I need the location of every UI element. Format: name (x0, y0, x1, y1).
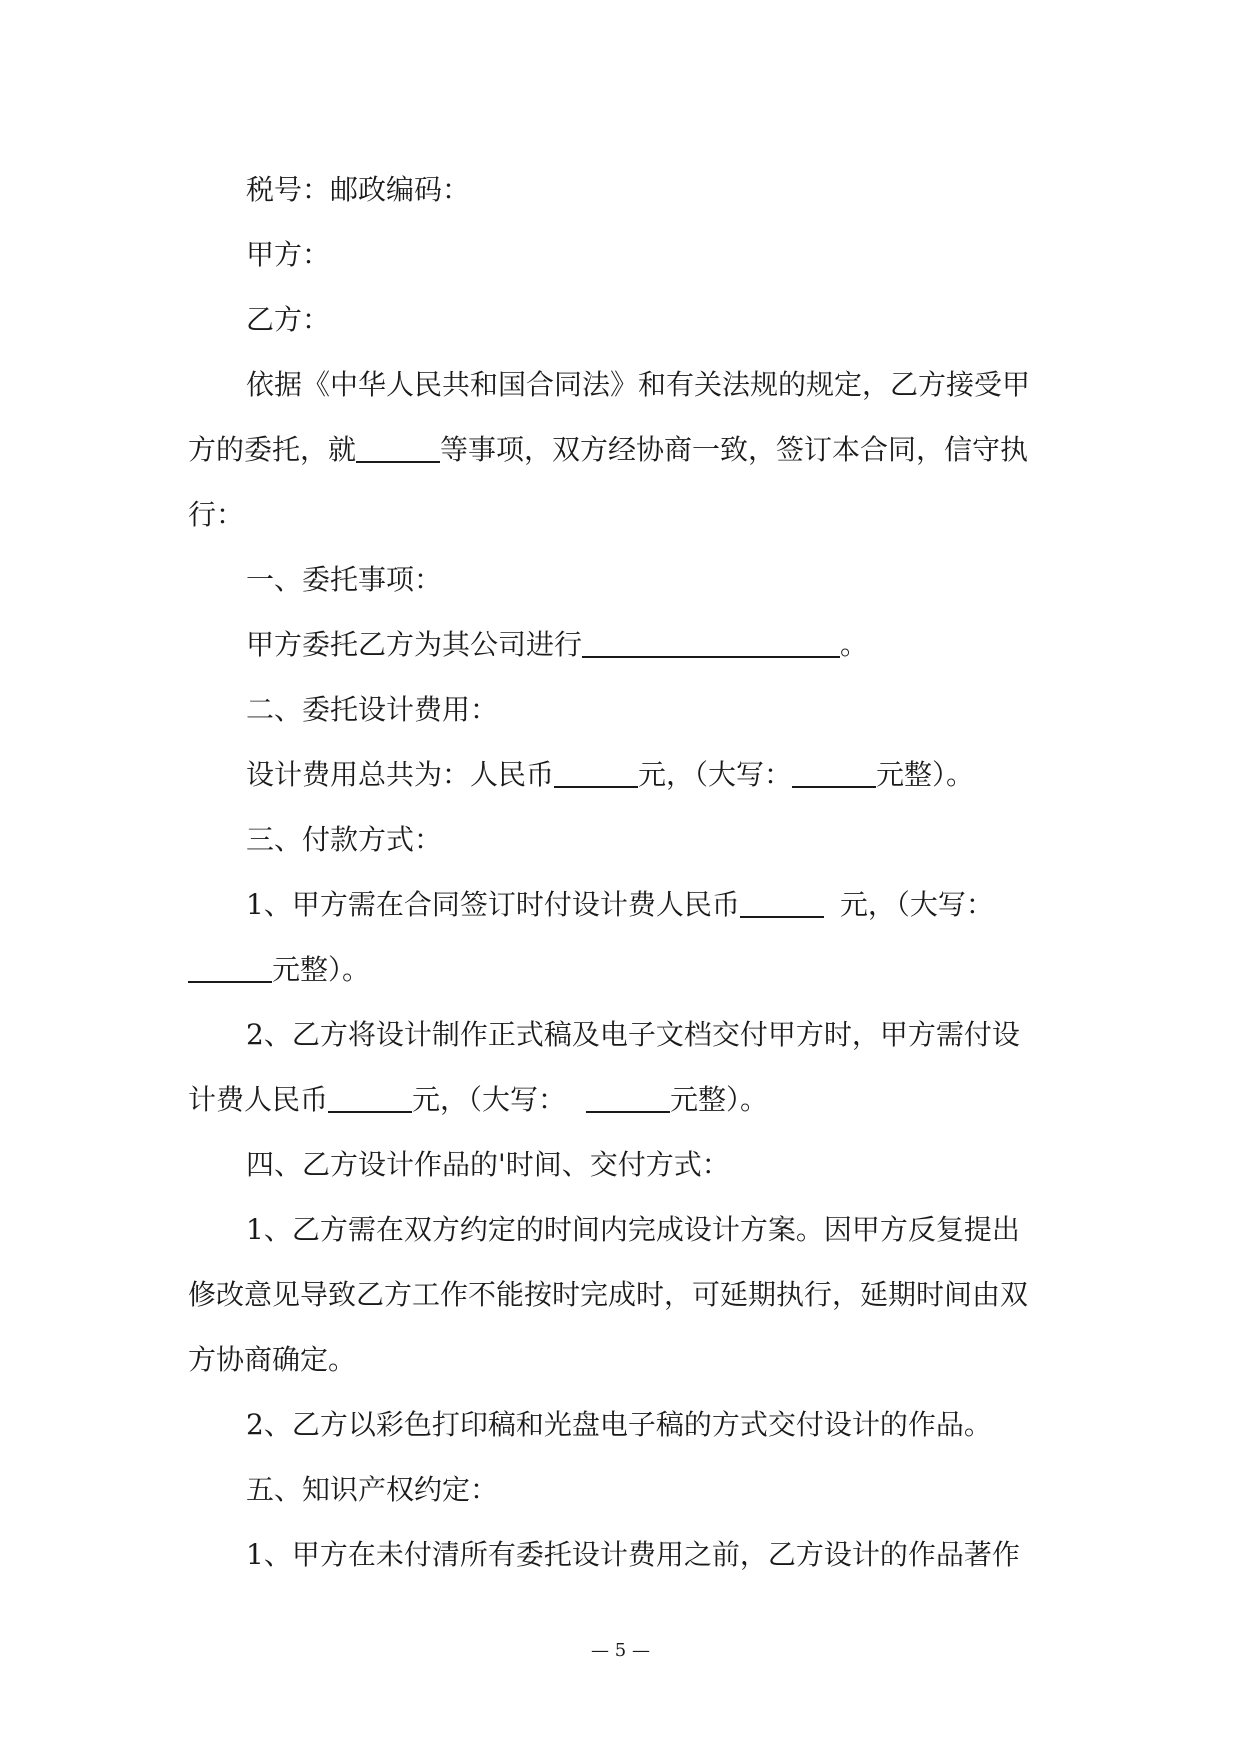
payment-2-amount-blank (328, 1081, 412, 1113)
preamble-line-3: 行： (188, 498, 245, 531)
section-1-body (188, 612, 1054, 677)
preamble-line-2 (188, 417, 1054, 482)
delivery-2-line: 2、乙方以彩色打印稿和光盘电子稿的方式交付设计的作品。 (246, 1408, 992, 1441)
fee-text-b: 元，（大写： (638, 758, 793, 791)
section-1-text-a: 甲方委托乙方为其公司进行 (246, 628, 583, 661)
payment-2-text-c: 元整）。 (670, 1083, 769, 1116)
payment-1-text-a: 1、甲方需在合同签订时付设计费人民币 (246, 888, 740, 921)
matter-blank (356, 431, 440, 463)
ip-1-line-1: 1、甲方在未付清所有委托设计费用之前，乙方设计的作品著作 (246, 1538, 1020, 1571)
section-5-heading: 五、知识产权约定： (246, 1473, 499, 1506)
payment-1-amount-blank (740, 886, 824, 918)
project-blank (582, 626, 840, 658)
preamble-text-a: 方的委托，就 (188, 433, 357, 466)
page-number: — 5 — (591, 1640, 650, 1661)
delivery-1-line-1: 1、乙方需在双方约定的时间内完成设计方案。因甲方反复提出 (246, 1213, 1020, 1246)
payment-1-line-2 (188, 937, 1054, 1002)
party-a-line: 甲方： (246, 238, 331, 271)
payment-2-line-1: 2、乙方将设计制作正式稿及电子文档交付甲方时，甲方需付设 (246, 1018, 1020, 1051)
section-2-heading: 二、委托设计费用： (246, 693, 499, 726)
fee-amount-blank (554, 756, 638, 788)
payment-2-line-2 (188, 1067, 1054, 1132)
delivery-1-line-2: 修改意见导致乙方工作不能按时完成时，可延期执行，延期时间由双 (188, 1278, 1029, 1311)
payment-1-text-d: 元整）。 (272, 953, 371, 986)
section-1-text-b: 。 (840, 628, 869, 661)
document-body (188, 157, 1054, 1587)
section-4-heading: 四、乙方设计作品的'时间、交付方式： (246, 1148, 730, 1181)
payment-1-capital-blank (188, 951, 272, 983)
delivery-1-line-3: 方协商确定。 (188, 1343, 357, 1376)
section-3-heading: 三、付款方式： (246, 823, 443, 856)
preamble-text-b: 等事项，双方经协商一致，签订本合同，信守执 (440, 433, 1029, 466)
payment-1-line-1 (188, 872, 1054, 937)
fee-text-a: 设计费用总共为：人民币 (246, 758, 555, 791)
section-2-body (188, 742, 1054, 807)
section-1-heading: 一、委托事项： (246, 563, 443, 596)
payment-2-text-b: 元，（大写： (412, 1083, 567, 1116)
payment-2-text-a: 计费人民币 (188, 1083, 329, 1116)
preamble-line-1: 依据《中华人民共和国合同法》和有关法规的规定，乙方接受甲 (246, 368, 1031, 401)
payment-2-capital-blank (586, 1081, 670, 1113)
payment-1-text-b: 元，（大写： (839, 888, 994, 921)
party-b-line: 乙方： (246, 303, 331, 336)
fee-text-c: 元整）。 (876, 758, 975, 791)
fee-capital-blank (792, 756, 876, 788)
tax-postal-line: 税号：邮政编码： (246, 173, 471, 206)
